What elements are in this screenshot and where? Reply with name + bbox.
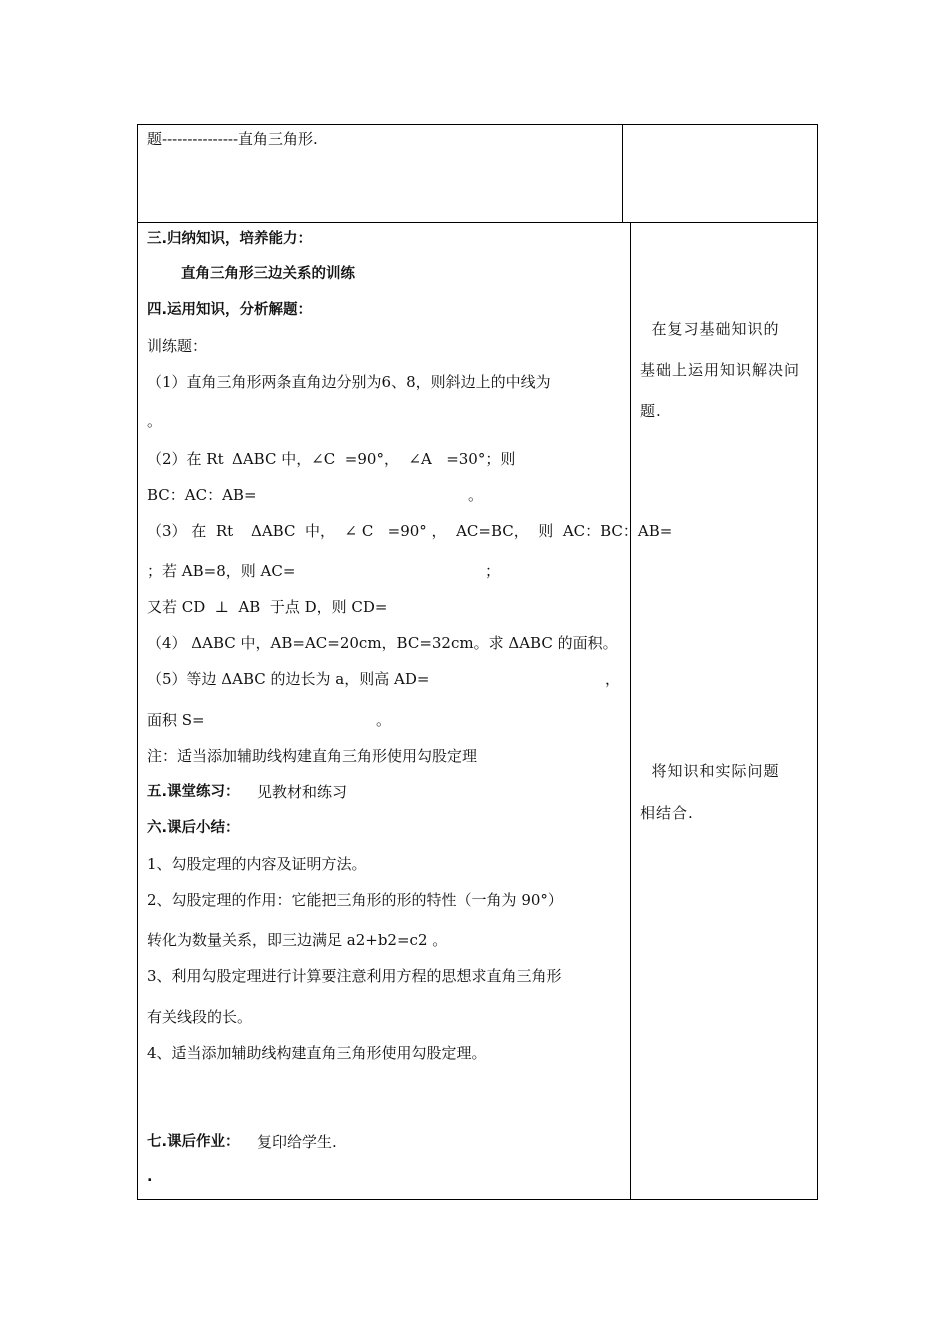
section-3-heading: 三.归纳知识，培养能力： <box>147 231 313 247</box>
question-3-part-2-end: ； <box>485 562 501 580</box>
table-top-text: 题---------------直角三角形. <box>147 130 318 148</box>
column-divider <box>622 125 623 222</box>
side-note-2-line-1: 将知识和实际问题 <box>640 762 780 780</box>
summary-3: 3、利用勾股定理进行计算要注意利用方程的思想求直角三角形 <box>147 967 562 985</box>
section-7-text: 复印给学生. <box>257 1133 337 1151</box>
section-3-subheading: 直角三角形三边关系的训练 <box>181 266 355 282</box>
question-2: ΔABC 中，∠C =90°， ∠A =30°；则 <box>232 450 516 468</box>
side-note-1-line-1: 在复习基础知识的 <box>640 320 780 338</box>
question-2-ratio: BC：AC：AB= <box>147 486 257 504</box>
summary-3-cont: 有关线段的长。 <box>147 1008 253 1026</box>
table-top <box>137 124 818 223</box>
training-label: 训练题： <box>147 337 208 355</box>
section-6-heading: 六.课后小结： <box>147 820 240 836</box>
section-5-text: 见教材和练习 <box>257 783 348 801</box>
question-4: （4） ΔABC 中，AB=AC=20cm，BC=32cm。求 ΔABC 的面积。 <box>147 634 618 652</box>
question-3-part-3: 又若 CD ⊥ AB 于点 D，则 CD= <box>147 598 388 616</box>
question-5-end: 。 <box>376 711 392 729</box>
side-note-2-line-2: 相结合. <box>640 804 694 822</box>
end-dot: . <box>147 1169 153 1185</box>
side-note-1-line-2: 基础上运用知识解决问 <box>640 361 801 379</box>
table-main <box>137 222 818 1200</box>
question-3: ΔABC 中， ∠ C =90° ， AC=BC， 则 AC：BC：AB= <box>251 522 673 540</box>
section-4-heading: 四.运用知识，分析解题： <box>147 302 313 318</box>
question-2-prefix: （2）在 Rt <box>147 450 224 468</box>
summary-2: 2、勾股定理的作用：它能把三角形的形的特性（一角为 90°） <box>147 891 563 909</box>
summary-4: 4、适当添加辅助线构建直角三角形使用勾股定理。 <box>147 1044 487 1062</box>
section-5-heading: 五.课堂练习： <box>147 784 240 800</box>
side-note-1-line-3: 题. <box>640 402 662 420</box>
section-7-heading: 七.课后作业： <box>147 1134 240 1150</box>
summary-2-cont: 转化为数量关系，即三边满足 a2+b2=c2 。 <box>147 931 448 949</box>
question-5-comma: ， <box>605 670 621 688</box>
summary-1: 1、勾股定理的内容及证明方法。 <box>147 855 367 873</box>
column-divider <box>630 223 631 1199</box>
question-1: （1）直角三角形两条直角边分别为6、8，则斜边上的中线为 <box>147 373 551 391</box>
question-3-part-2: ；若 AB=8，则 AC= <box>147 562 296 580</box>
note-line: 注：适当添加辅助线构建直角三角形使用勾股定理 <box>147 747 478 765</box>
question-5: （5）等边 ΔABC 的边长为 a，则高 AD= <box>147 670 430 688</box>
question-1-end: 。 <box>147 412 163 430</box>
question-5-area: 面积 S= <box>147 711 205 729</box>
question-2-end: 。 <box>468 486 484 504</box>
question-3-prefix: （3） 在 Rt <box>147 522 234 540</box>
